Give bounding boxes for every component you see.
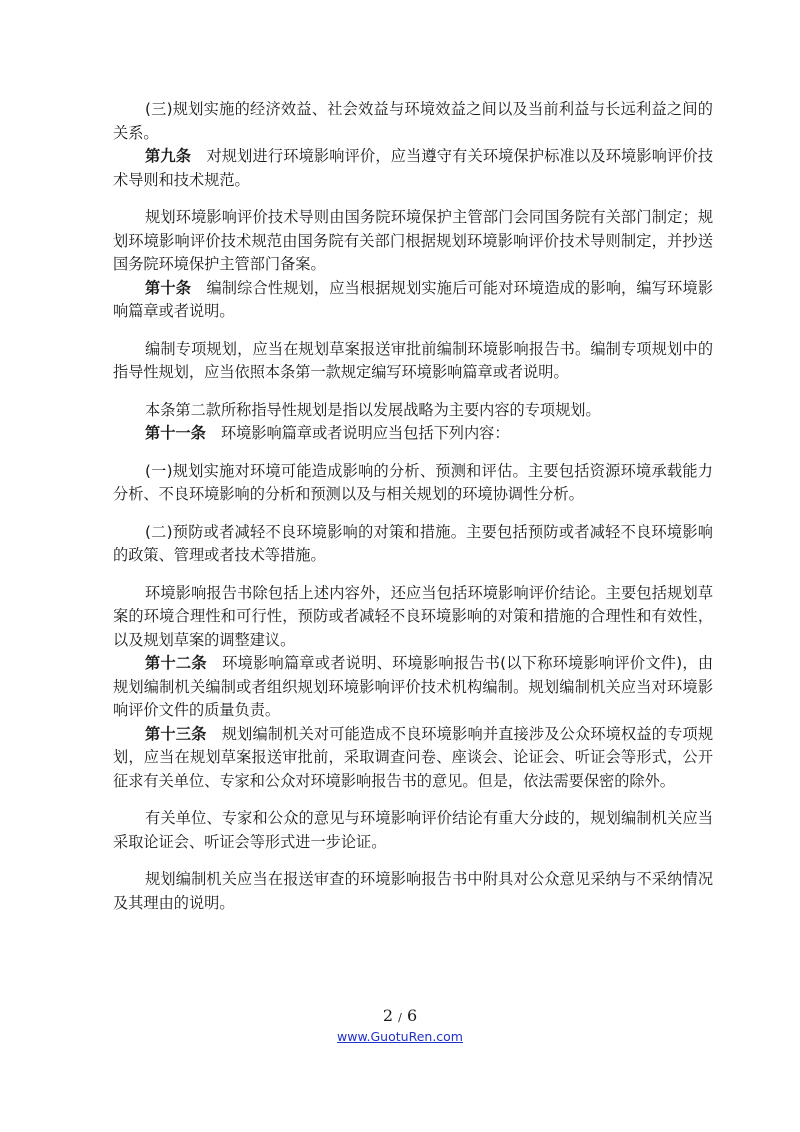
paragraph-text: 编制专项规划，应当在规划草案报送审批前编制环境影响报告书。编制专项规划中的指导性规划，应当依照本条第一款规定编写环境影响篇章或者说明。 — [113, 339, 713, 381]
footer-site — [0, 1029, 800, 1044]
article-heading: 第九条 — [145, 147, 192, 165]
paragraph — [113, 521, 713, 568]
paragraph-text: 规划环境影响评价技术导则由国务院环境保护主管部门会同国务院有关部门制定；规划环境影响评价技术规范由国务院有关部门根据规划环境影响评价技术导则制定，并抄送国务院环境保护主管部门备案。 — [113, 208, 713, 273]
paragraph-text: 环境影响篇章或者说明、环境影响报告书(以下称环境影响评价文件)，由规划编制机关编制或者组织规划环境影响评价技术机构编制。规划编制机关应当对环境影响评价文件的质量负责。 — [113, 654, 714, 719]
article-heading: 第十三条 — [145, 724, 207, 743]
paragraph-text: 规划编制机关对可能造成不良环境影响并直接涉及公众环境权益的专项规划，应当在规划草案报送审批前，采取调查问卷、座谈会、论证会、听证会等形式，公开征求有关单位、专家和公众对环境影响报告书的意见。但是，依法需要保密的除外。 — [113, 724, 714, 790]
document-body — [113, 98, 713, 915]
article-heading: 第十二条 — [145, 654, 207, 672]
paragraph — [113, 460, 713, 507]
article-13-paragraph — [113, 723, 713, 794]
paragraph-text: 环境影响篇章或者说明应当包括下列内容： — [220, 424, 510, 442]
page-number — [0, 1006, 800, 1025]
paragraph-text: 环境影响报告书除包括上述内容外，还应当包括环境影响评价结论。主要包括规划草案的环境合理性和可行性，预防或者减轻不良环境影响的对策和措施的合理性和有效性，以及规划草案的调整建议。 — [113, 583, 713, 649]
paragraph-text: (二)预防或者减轻不良环境影响的对策和措施。主要包括预防或者减轻不良环境影响的政策、管理或者技术等措施。 — [113, 522, 713, 564]
paragraph-text: (一)规划实施对环境可能造成影响的分析、预测和评估。主要包括资源环境承载能力分析、不良环境影响的分析和预测以及与相关规划的环境协调性分析。 — [113, 461, 713, 503]
paragraph — [113, 807, 713, 854]
paragraph — [113, 338, 713, 385]
site-link[interactable]: www.GuotuRen.com — [337, 1029, 463, 1044]
paragraph — [113, 399, 713, 423]
paragraph-text: 规划编制机关应当在报送审查的环境影响报告书中附具对公众意见采纳与不采纳情况及其理由的说明。 — [113, 870, 713, 912]
article-10-paragraph — [113, 277, 713, 324]
page-separator: / — [398, 1011, 402, 1024]
article-heading: 第十一条 — [145, 424, 206, 442]
paragraph-text: (三)规划实施的经济效益、社会效益与环境效益之间以及当前利益与长远利益之间的关系。 — [113, 100, 713, 142]
paragraph-text: 对规划进行环境影响评价，应当遵守有关环境保护标准以及环境影响评价技术导则和技术规范。 — [113, 147, 714, 189]
paragraph-text: 编制综合性规划，应当根据规划实施后可能对环境造成的影响，编写环境影响篇章或者说明。 — [113, 278, 714, 320]
article-11-paragraph — [113, 422, 713, 446]
paragraph — [113, 868, 713, 915]
paragraph — [113, 206, 713, 277]
page-total: 6 — [406, 1006, 418, 1025]
paragraph — [113, 98, 713, 145]
article-heading: 第十条 — [145, 278, 192, 297]
article-12-paragraph — [113, 652, 713, 723]
paragraph-text: 本条第二款所称指导性规划是指以发展战略为主要内容的专项规划。 — [145, 400, 601, 419]
paragraph-text: 有关单位、专家和公众的意见与环境影响评价结论有重大分歧的，规划编制机关应当采取论证会、听证会等形式进一步论证。 — [113, 809, 713, 851]
article-9-paragraph — [113, 145, 713, 192]
paragraph — [113, 582, 713, 653]
page-current: 2 — [382, 1006, 394, 1025]
